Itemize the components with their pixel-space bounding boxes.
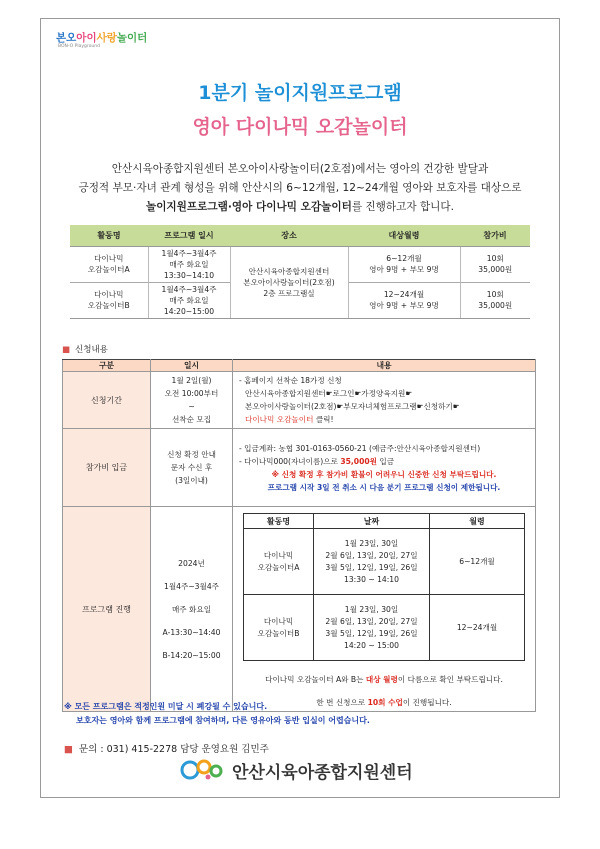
table-row xyxy=(63,507,536,712)
refund-warning: ※ 신청 확정 후 참가비 환불이 어려우니 신중한 신청 부탁드립니다. xyxy=(271,469,497,479)
period-content: - 홈페이지 선착순 18가정 신청 안산시육아종합지원센터☛로그인☛가정양육지원☛ 본오아이사랑놀이터(2호점)☛부모자녀체험프로그램☛신청하기☛ 다이나믹 오감놀이터 클릭! xyxy=(233,372,536,429)
square-bullet-icon: ■ xyxy=(64,744,73,755)
table-row xyxy=(63,372,536,429)
contact-line: ■ 문의 : 031) 415-2278 담당 운영요원 김민주 xyxy=(64,744,269,755)
place-cell: 안산시육아종합지원센터 본오아이사랑놀이터(2호점) 2층 프로그램실 xyxy=(230,246,348,318)
col-place: 장소 xyxy=(230,225,348,246)
account-info: - 입금계좌: 농협 301-0163-0560-21 (예금주:안산시육아종합지원센터) xyxy=(239,443,481,453)
payment-content xyxy=(233,429,536,507)
table-row: 다이나믹 오감놀이터B 1월 23일, 30일 2월 6일, 13일, 20일, 27일 3월 5일, 12일, 19일, 26일 14:20 ~ 15:00 12~24개월 xyxy=(244,595,525,661)
apply-table-header xyxy=(63,360,536,372)
when-cell: 2024년 1월4주~3월4주 매주 화요일 A-13:30~14:40 B-14:20~15:00 xyxy=(151,507,233,712)
table-row: 다이나믹 오감놀이터A 1월 23일, 30일 2월 6일, 13일, 20일, 27일 3월 5일, 12일, 19일, 26일 13:30 ~ 14:10 6~12개월 xyxy=(244,529,525,595)
target-cell: 6~12개월 영아 9명 + 부모 9명 xyxy=(348,246,460,282)
col-when: 일시 xyxy=(151,360,233,372)
intro-paragraph xyxy=(62,160,538,217)
age-notice: 다이나믹 오감놀이터 A와 B는 대상 월령이 다름으로 확인 부탁드립니다. xyxy=(265,675,503,684)
col-inner-activity: 활동명 xyxy=(244,514,314,529)
activity-name: 다이나믹 오감놀이터A xyxy=(70,246,148,282)
square-bullet-icon: ■ xyxy=(62,345,71,355)
col-inner-date: 날짜 xyxy=(314,514,430,529)
org-logo-icon xyxy=(180,757,224,783)
progress-content xyxy=(233,507,536,712)
schedule-cell: 1월4주~3월4주 매주 화요일 13:30~14:10 xyxy=(148,246,230,282)
table-row xyxy=(70,246,530,282)
col-target: 대상월령 xyxy=(348,225,460,246)
notice-block xyxy=(64,700,370,728)
sessions-notice: 한 번 신청으로 10회 수업이 진행됩니다. xyxy=(316,698,452,707)
org-name: 안산시육아종합지원센터 xyxy=(232,762,413,783)
col-schedule: 프로그램 일시 xyxy=(148,225,230,246)
playground-logo: 본오아이사랑놀이터 xyxy=(56,32,148,44)
intro-line-1: 안산시육아종합지원센터 본오아이사랑놀이터(2호점)에서는 영아의 건강한 발달과 xyxy=(111,163,489,175)
program-table xyxy=(70,225,530,319)
deposit-info: - 다이나믹000(자녀이름)으로 35,000원 입금 xyxy=(239,456,395,466)
fee-cell: 10회 35,000원 xyxy=(460,282,530,318)
title-line-1: 1분기 놀이지원프로그램 xyxy=(198,82,402,104)
apply-section-title: ■ 신청내용 xyxy=(62,345,108,355)
category-progress: 프로그램 진행 xyxy=(63,507,151,712)
logo-subtitle: BON-O Playground xyxy=(58,44,100,49)
footer-org xyxy=(180,755,413,785)
target-cell: 12~24개월 영아 9명 + 부모 9명 xyxy=(348,282,460,318)
session-table xyxy=(243,513,525,661)
col-content: 내용 xyxy=(233,360,536,372)
apply-table xyxy=(62,359,536,712)
when-cell: 1월 2일(월) 오전 10:00부터 ~ 선착순 모집 xyxy=(151,372,233,429)
activity-name: 다이나믹 오감놀이터B xyxy=(70,282,148,318)
col-category: 구분 xyxy=(63,360,151,372)
col-fee: 참가비 xyxy=(460,225,530,246)
col-activity: 활동명 xyxy=(70,225,148,246)
notice-line-2: 보호자는 영아와 함께 프로그램에 참여하며, 다른 영유아와 동반 입실이 어렵습니다. xyxy=(76,716,370,725)
when-cell: 신청 확정 안내 문자 수신 후 (3일이내) xyxy=(151,429,233,507)
category-payment: 참가비 입금 xyxy=(63,429,151,507)
program-link[interactable]: 다이나믹 오감놀이터 xyxy=(245,415,314,424)
category-period: 신청기간 xyxy=(63,372,151,429)
notice-line-1: ※ 모든 프로그램은 적정인원 미달 시 폐강될 수 있습니다. xyxy=(64,702,268,711)
intro-line-3: 놀이지원프로그램·영아 다이나믹 오감놀이터를 진행하고자 합니다. xyxy=(145,201,455,213)
program-table-header xyxy=(70,225,530,246)
title-line-2: 영아 다이나믹 오감놀이터 xyxy=(192,116,408,138)
cancel-warning: 프로그램 시작 3일 전 취소 시 다음 분기 프로그램 신청이 제한됩니다. xyxy=(267,482,501,492)
fee-cell: 10회 35,000원 xyxy=(460,246,530,282)
col-inner-age: 월령 xyxy=(430,514,525,529)
schedule-cell: 1월4주~3월4주 매주 화요일 14:20~15:00 xyxy=(148,282,230,318)
intro-line-2: 긍정적 부모·자녀 관계 형성을 위해 안산시의 6~12개월, 12~24개월 영아와 보호자를 대상으로 xyxy=(78,182,522,194)
table-row xyxy=(63,429,536,507)
